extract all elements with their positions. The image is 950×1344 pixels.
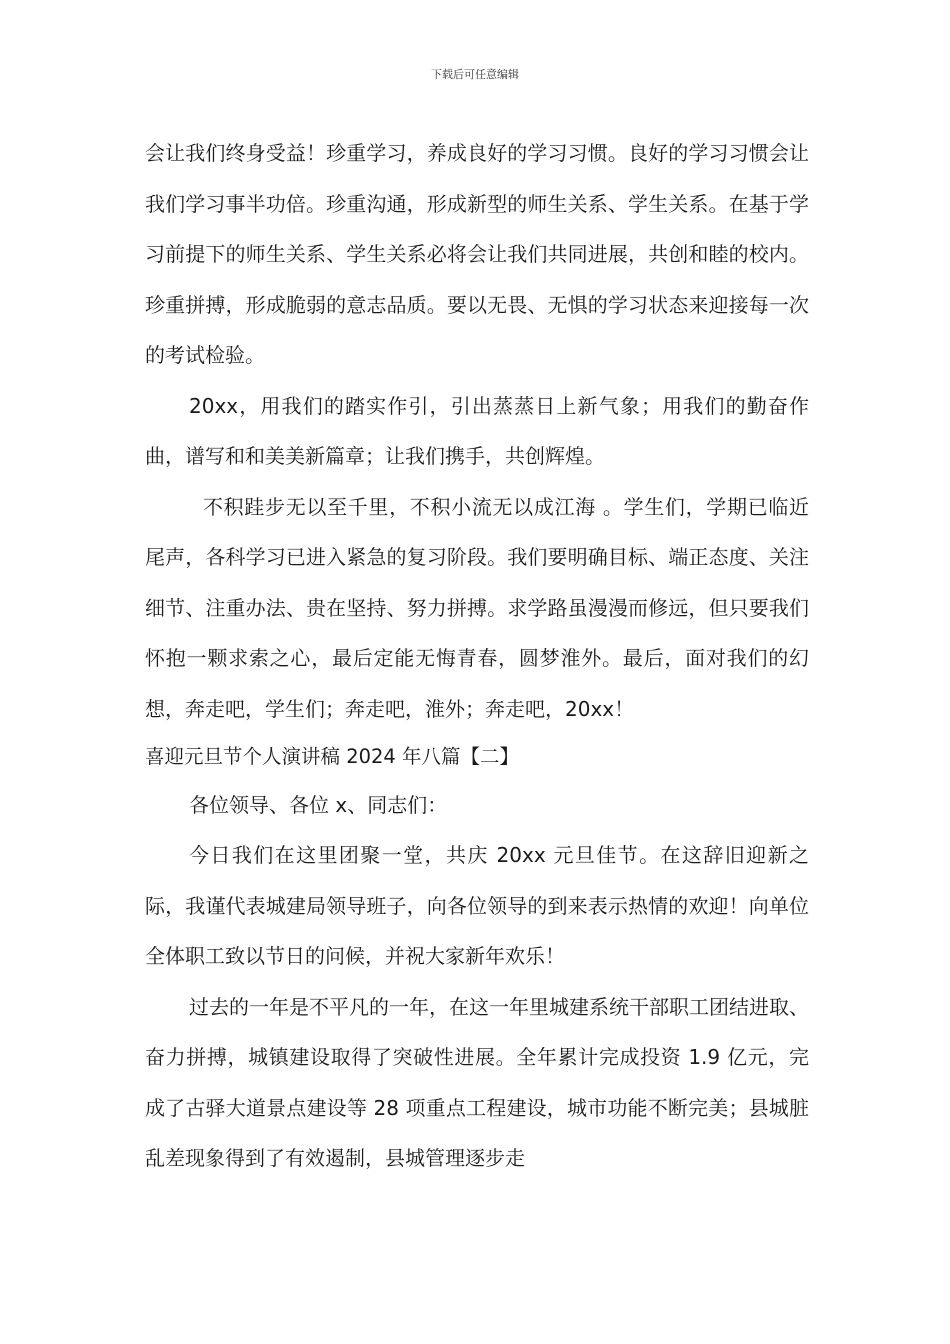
paragraph-2: 20xx，用我们的踏实作引，引出蒸蒸日上新气象；用我们的勤奋作曲，谱写和和美美新篇章；让我们携手，共创辉煌。 [145, 393, 809, 468]
paragraph-5: 过去的一年是不平凡的一年，在这一年里城建系统干部职工团结进取、奋力拼搏，城镇建设取得了突破性进展。全年累计完成投资 1.9 亿元，完成了古驿大道景点建设等 28 项重点工程建设，城市功能不断完美；县城脏乱差现象得到了有效遏制，县城管理逐步走 [145, 994, 809, 1170]
section-title: 喜迎元旦节个人演讲稿 2024 年八篇【二】 [145, 745, 520, 768]
paragraph-3: 不积跬步无以至千里，不积小流无以成江海 。学生们，学期已临近尾声，各科学习已进入紧急的复习阶段。我们要明确目标、端正态度、关注细节、注重办法、贵在坚持、努力拼搏。求学路虽漫漫而修远，但只要我们怀抱一颗求索之心，最后定能无悔青春，圆梦淮外。最后，面对我们的幻想，奔走吧，学生们；奔走吧，淮外；奔走吧，20xx！ [145, 494, 809, 721]
greeting-line: 各位领导、各位 x、同志们： [189, 793, 448, 817]
page-header: 下载后可任意编辑 [431, 68, 519, 81]
paragraph-1: 会让我们终身受益！珍重学习，养成良好的学习习惯。良好的学习习惯会让我们学习事半功倍。珍重沟通，形成新型的师生关系、学生关系。在基于学习前提下的师生关系、学生关系必将会让我们共同进展，共创和睦的校内。珍重拼搏，形成脆弱的意志品质。要以无畏、无惧的学习状态来迎接每一次的考试检验。 [145, 141, 809, 367]
paragraph-4: 今日我们在这里团聚一堂，共庆 20xx 元旦佳节。在这辞旧迎新之际，我谨代表城建局领导班子，向各位领导的到来表示热情的欢迎！向单位全体职工致以节日的问候，并祝大家新年欢乐！ [145, 843, 809, 968]
document-body [145, 128, 809, 1184]
